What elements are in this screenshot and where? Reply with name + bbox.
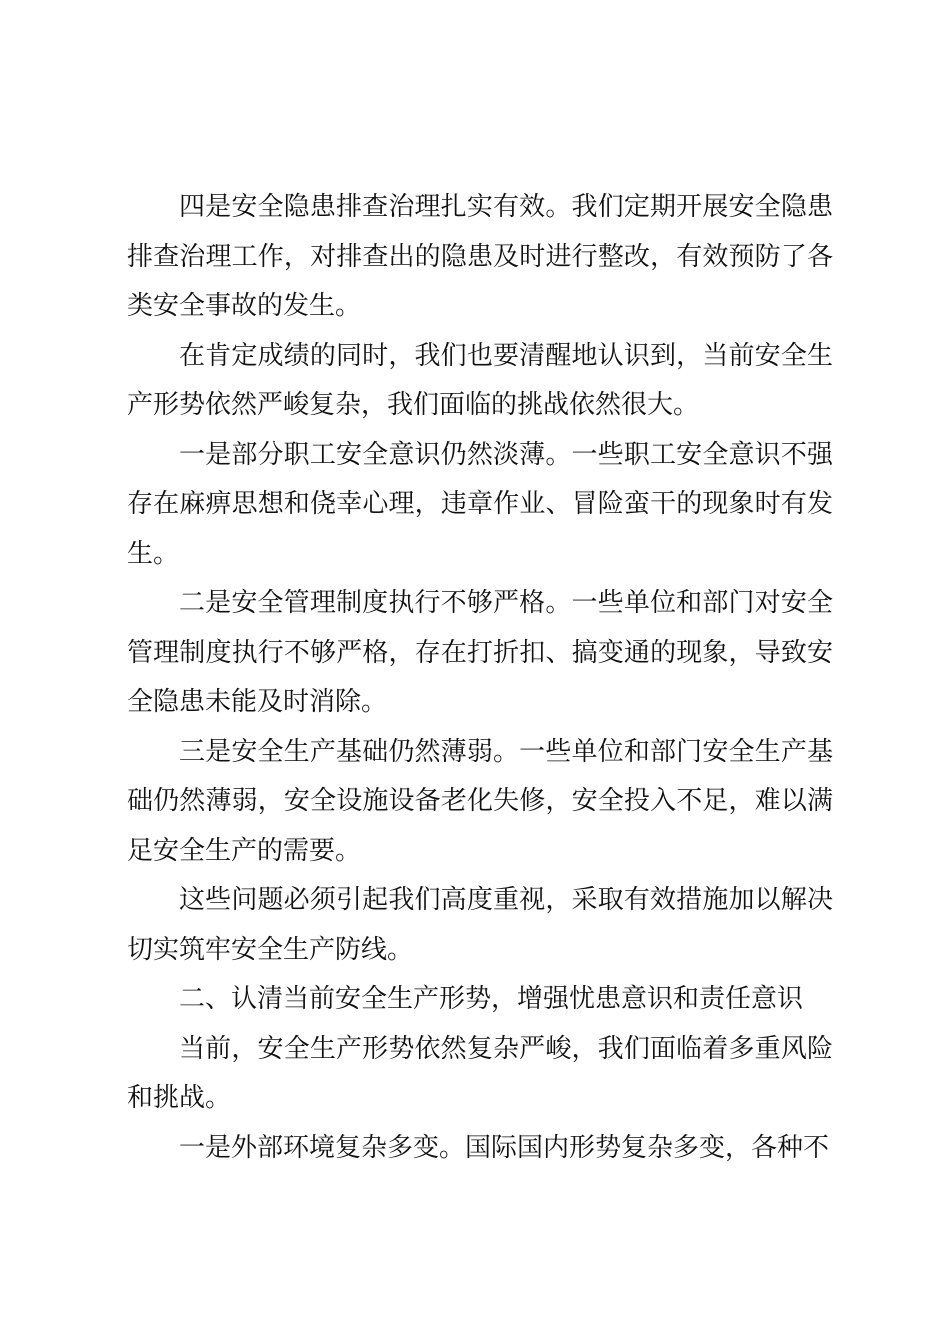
paragraph: 在肯定成绩的同时，我们也要清醒地认识到，当前安全生产形势依然严峻复杂，我们面临的挑战依然很大。: [127, 340, 833, 420]
paragraph: 二是安全管理制度执行不够严格。一些单位和部门对安全管理制度执行不够严格，存在打折扣、搞变通的现象，导致安全隐患未能及时消除。: [127, 588, 833, 717]
paragraph: 三是安全生产基础仍然薄弱。一些单位和部门安全生产基础仍然薄弱，安全设施设备老化失修，安全投入不足，难以满足安全生产的需要。: [127, 736, 833, 866]
paragraph: 一是部分职工安全意识仍然淡薄。一些职工安全意识不强存在麻痹思想和侥幸心理，违章作业、冒险蛮干的现象时有发生。: [127, 439, 833, 569]
paragraph: 四是安全隐患排查治理扎实有效。我们定期开展安全隐患排查治理工作，对排查出的隐患及时进行整改，有效预防了各类安全事故的发生。: [127, 192, 833, 321]
section-heading: 二、认清当前安全生产形势，增强忧患意识和责任意识: [179, 984, 804, 1014]
paragraph: 这些问题必须引起我们高度重视，采取有效措施加以解决切实筑牢安全生产防线。: [127, 885, 833, 965]
paragraph: 当前，安全生产形势依然复杂严峻，我们面临着多重风险和挑战。: [127, 1033, 833, 1113]
document-body: [127, 183, 833, 1173]
paragraph: 一是外部环境复杂多变。国际国内形势复杂多变，各种不: [179, 1132, 830, 1163]
